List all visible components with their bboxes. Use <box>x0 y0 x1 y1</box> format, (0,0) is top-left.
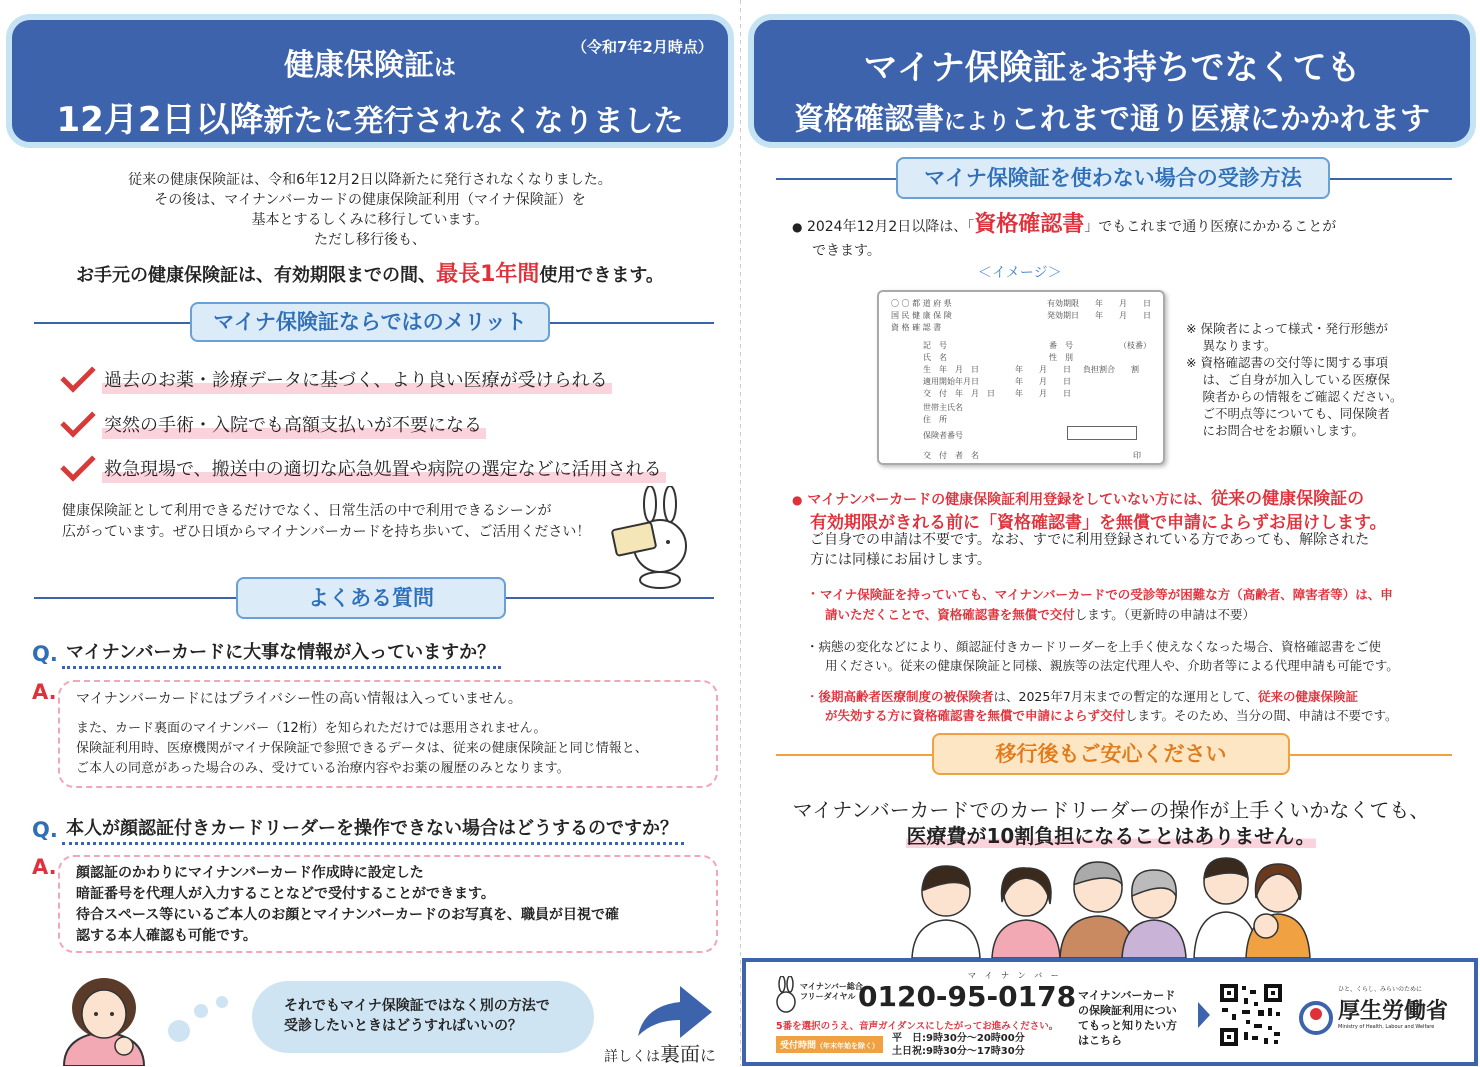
arrow-icon <box>634 984 714 1040</box>
usage-line: 健康保険証として利用できるだけでなく、日常生活の中で利用できるシーンが <box>62 503 552 519</box>
bullet-2-text: マイナンバーカードの健康保険証利用登録をしていない方には、 <box>807 492 1212 508</box>
method-heading: マイナ保険証を使わない場合の受診方法 <box>896 157 1330 199</box>
answer-2-line: 顔認証のかわりにマイナンバーカード作成時に設定した <box>76 865 424 881</box>
left-banner <box>6 14 734 148</box>
hours-weekday: 平 日:9時30分～20時00分 <box>892 1033 1025 1044</box>
right-banner-line-2 <box>754 94 1470 138</box>
banner-care: これまで通り医療にかかれます <box>1010 102 1430 137</box>
banner-particle: を <box>1066 60 1089 85</box>
thought-dot <box>168 1020 190 1042</box>
bullet-1: ● 2024年12月2日以降は、「資格確認書」でもこれまで通り医療にかかることが <box>792 212 1337 237</box>
card-text: 年 月 日 <box>1015 365 1071 374</box>
answer-2-line: 待合スペース等にいるご本人のお顔とマイナンバーカードのお写真を、職員が目視で確 <box>76 907 620 923</box>
banner-message: 新たに発行されなくなりました <box>263 104 684 139</box>
check-icon <box>60 446 95 481</box>
ministry-name: 厚生労働省 <box>1338 999 1449 1024</box>
right-banner-line-1 <box>754 40 1470 89</box>
card-text: 年 月 日 <box>1015 389 1071 398</box>
note-line: にお問合せをお願いします。 <box>1186 423 1364 438</box>
page-divider <box>740 0 741 1066</box>
card-text: 国 民 健 康 保 険 <box>891 311 952 320</box>
phone-ruby: マ イ ナ ン バ ー <box>968 971 1062 980</box>
answer-1-line: ご本人の同意があった場合のみ、受けている治療内容やお薬の履歴のみとなります。 <box>76 761 570 776</box>
bullet-2-detail-line: 方には同様にお届けします。 <box>810 552 991 568</box>
card-text: 氏 名 <box>923 353 947 362</box>
merit-item: 突然の手術・入院でも高額支払いが不要になる <box>102 411 486 439</box>
usage-text <box>62 501 590 543</box>
bullet-1-text-end: 」でもこれまで通り医療にかかることが <box>1084 219 1337 235</box>
check-icon <box>60 357 95 392</box>
see-reverse-note <box>604 1038 716 1067</box>
sub-bullet-2-line: 用ください。従来の健康保険証と同様、親族等の法定代理人や、介助者等による代理申請も可能です。 <box>825 658 1399 673</box>
sub-bullet-1-red2: 請いただくことで、資格確認書を無償で交付 <box>825 607 1075 622</box>
bubble-line: それでもマイナ保険証ではなく別の方法で <box>284 998 550 1014</box>
intro-line: ただし移行後も、 <box>314 232 426 248</box>
answer-mark: A. <box>32 855 57 879</box>
card-number-box <box>1067 426 1137 440</box>
bullet-2-line2: 有効期限がきれる前に「資格確認書」を無償で申請によらずお届けします。 <box>810 513 1387 533</box>
ministry-tagline: ひと、くらし、みらいのために <box>1338 986 1423 993</box>
sub-bullet-3: ・後期高齢者医療制度の被保険者は、2025年7月末までの暫定的な運用として、従来の健康保険証 が失効する方に資格確認書を無償で申請によらず交付します。そのため、当分の間、申請は不要です。 <box>806 689 1398 723</box>
more-info-line: マイナンバーカード <box>1078 989 1176 1002</box>
note-line: ※ 資格確認書の交付等に関する事項 <box>1186 355 1388 370</box>
hours <box>892 1032 1025 1058</box>
banner-without: お持ちでなくても <box>1088 48 1361 88</box>
banner-date: 12月2日以降 <box>56 100 264 140</box>
see-reverse-end: に <box>700 1046 717 1065</box>
dial-name: マイナンバー総合 フリーダイヤル <box>800 982 863 1001</box>
as-of-note: （令和7年2月時点） <box>572 38 713 56</box>
question-mark: Q. <box>32 818 58 842</box>
intro-line: 基本とするしくみに移行しています。 <box>251 212 489 228</box>
usage-line: 広がっています。ぜひ日頃からマイナンバーカードを持ち歩いて、ご活用ください！ <box>62 524 591 540</box>
answer-2-line: 認する本人確認も可能です。 <box>76 928 257 944</box>
mascot-icon <box>774 976 798 1016</box>
card-text: 年 月 日 <box>1015 377 1071 386</box>
bullet-1-cont: できます。 <box>812 243 881 259</box>
more-info-line: てもっと知りたい方 <box>1078 1019 1177 1032</box>
ministry-name-en: Ministry of Health, Labour and Welfare <box>1338 1024 1435 1030</box>
relief-line-1: マイナンバーカードでのカードリーダーの操作が上手くいかなくても、 <box>792 798 1430 822</box>
validity-text: お手元の健康保険証は、有効期限までの間、 <box>76 265 437 286</box>
contact-footer <box>742 958 1478 1066</box>
thought-dot <box>194 1004 208 1018</box>
banner-particle: により <box>943 110 1010 135</box>
hours-weekend: 土日祝:9時30分～17時30分 <box>892 1046 1025 1057</box>
ministry-logo-icon <box>1298 996 1334 1036</box>
card-notes <box>1186 320 1402 439</box>
card-text: 発効期日 年 月 日 <box>1047 311 1151 320</box>
right-banner <box>748 14 1476 148</box>
thought-dot <box>216 996 228 1008</box>
bullet-2: ● マイナンバーカードの健康保険証利用登録をしていない方には、従来の健康保険証の <box>792 489 1365 509</box>
banner-health-card: 健康保険証 <box>283 48 434 83</box>
intro-line: その後は、マイナンバーカードの健康保険証利用（マイナ保険証）を <box>154 192 586 208</box>
validity-emphasis <box>0 257 740 288</box>
more-info-text <box>1078 988 1177 1048</box>
sub-bullet-1-rest: します。（更新時の申請は不要） <box>1074 607 1256 622</box>
note-line: ※ 保険者によって様式・発行形態が <box>1186 321 1388 336</box>
card-text: 印 <box>1133 451 1141 460</box>
bullet-2-detail <box>810 530 1369 570</box>
worried-person-illustration <box>44 972 164 1066</box>
sub-bullet-1: ・マイナ保険証を持っていても、マイナンバーカードでの受診等が困難な方（高齢者、障害者等）は、申 請いただくことで、資格確認書を無償で交付します。（更新時の申請は不要） <box>806 587 1393 622</box>
certificate-sample-card <box>877 290 1165 465</box>
note-line: 険者からの情報をご確認ください。 <box>1186 389 1403 404</box>
card-text: （枝番） <box>1119 341 1151 350</box>
validity-max-period: 最長1年間 <box>436 262 540 287</box>
relief-line-2 <box>742 820 1480 849</box>
see-reverse-back: 裏面 <box>660 1042 700 1066</box>
hours-note: （年末年始を除く） <box>816 1042 880 1050</box>
sub-bullet-3-red3: が失効する方に資格確認書を無償で申請によらず交付 <box>825 708 1126 723</box>
card-text: 性 別 <box>1049 353 1073 362</box>
merit-heading: マイナ保険証ならではのメリット <box>190 302 550 342</box>
merit-item: 過去のお薬・診療データに基づく、より良い医療が受けられる <box>102 366 612 394</box>
card-text: 適用開始年月日 <box>923 377 979 386</box>
family-illustration <box>910 852 1320 958</box>
answer-1-line: 保険証利用時、医療機関がマイナ保険証で参照できるデータは、従来の健康保険証と同じ情報と、 <box>76 741 648 756</box>
intro-line: 従来の健康保険証は、令和6年12月2日以降新たに発行されなくなりました。 <box>128 172 612 188</box>
question-mark: Q. <box>32 642 58 666</box>
phone-guide: 5番を選択のうえ、音声ガイダンスにしたがってお進みください。 <box>776 1021 1059 1032</box>
answer-1-line: また、カード裏面のマイナンバー（12桁）を知られただけでは悪用されません。 <box>76 721 547 736</box>
bubble-line: 受診したいときはどうすればいいの？ <box>284 1018 522 1034</box>
sub-bullet-2-line: 病態の変化などにより、顔認証付きカードリーダーを上手く使えなくなった場合、資格確認書をご使 <box>818 639 1382 654</box>
phone-number[interactable]: 0120-95-0178 <box>858 980 1077 1013</box>
mascot-illustration <box>608 486 708 590</box>
qr-code-icon[interactable] <box>1218 982 1284 1048</box>
banner-line-2 <box>12 92 728 141</box>
card-text: 〇 〇 都 道 府 県 <box>891 299 952 308</box>
intro-text <box>0 170 740 250</box>
card-text: 負担割合 割 <box>1083 365 1139 374</box>
card-text: 交 付 年 月 日 <box>923 389 995 398</box>
bullet-2-detail-line: ご自身での申請は不要です。なお、すでに利用登録されている方であっても、解除された <box>810 532 1370 548</box>
note-line: は、ご自身が加入している医療保 <box>1186 372 1390 387</box>
faq-answer-2 <box>58 855 718 953</box>
relief-line-2-text: 医療費が10割負担になることはありません。 <box>906 824 1316 848</box>
validity-text-end: 使用できます。 <box>539 265 664 286</box>
relief-heading: 移行後もご安心ください <box>932 733 1290 775</box>
check-icon <box>60 402 95 437</box>
card-text: 番 号 <box>1049 341 1073 350</box>
more-info-line: はこちら <box>1078 1034 1122 1047</box>
more-info-line: の保険証利用につい <box>1078 1004 1177 1017</box>
banner-cert: 資格確認書 <box>793 102 944 137</box>
sub-bullet-1-red: マイナ保険証を持っていても、マイナンバーカードでの受診等が困難な方（高齢者、障害者等）は、申 <box>820 587 1393 602</box>
faq-answer-1 <box>58 680 718 788</box>
bullet-2-emph: 従来の健康保険証の <box>1211 489 1365 509</box>
faq-question-1: マイナンバーカードに大事な情報が入っていますか？ <box>62 638 501 669</box>
bullet-1-text: 2024年12月2日以降は、「 <box>806 219 975 235</box>
card-text: 世帯主氏名 <box>923 403 963 412</box>
image-label: ＜イメージ＞ <box>978 265 1062 281</box>
question-bubble <box>252 981 594 1053</box>
card-text: 資 格 確 認 書 <box>891 323 942 332</box>
card-text: 保険者番号 <box>923 431 963 440</box>
answer-mark: A. <box>32 680 57 704</box>
merit-item: 救急現場で、搬送中の適切な応急処置や病院の選定などに活用される <box>102 455 666 483</box>
banner-myna-card: マイナ保険証 <box>863 48 1067 88</box>
card-text: 交 付 者 名 <box>923 451 979 460</box>
hours-label: 受付時間 <box>780 1041 817 1051</box>
hours-badge <box>776 1036 883 1053</box>
answer-2-line: 暗証番号を代理人が入力することなどで受付することができます。 <box>76 886 495 902</box>
card-text: 有効期限 年 月 日 <box>1047 299 1151 308</box>
bullet-1-cert: 資格確認書 <box>974 212 1085 237</box>
faq-question-2: 本人が顔認証付きカードリーダーを操作できない場合はどうするのですか？ <box>62 814 684 845</box>
note-line: 異なります。 <box>1186 338 1277 353</box>
see-reverse-text: 詳しくは <box>604 1049 660 1065</box>
answer-1-main: マイナンバーカードにはプライバシー性の高い情報は入っていません。 <box>76 691 522 707</box>
sub-bullet-3-red2: 従来の健康保険証 <box>1258 689 1359 704</box>
sub-bullet-3-end: します。そのため、当分の間、申請は不要です。 <box>1125 708 1398 723</box>
sub-bullet-3-text: は、2025年7月末までの暫定的な運用として、 <box>993 689 1259 704</box>
note-line: ご不明点等についても、同保険者 <box>1186 406 1390 421</box>
sub-bullet-2: ・病態の変化などにより、顔認証付きカードリーダーを上手く使えなくなった場合、資格確認書をご使 用ください。従来の健康保険証と同様、親族等の法定代理人や、介助者等による代理申請も可能です。 <box>806 639 1399 673</box>
faq-heading: よくある質問 <box>236 577 506 619</box>
sub-bullet-3-red: 後期高齢者医療制度の被保険者 <box>818 689 994 704</box>
card-text: 生 年 月 日 <box>923 365 979 374</box>
banner-particle: は <box>433 56 456 81</box>
triangle-arrow-icon <box>1196 1000 1212 1030</box>
card-text: 住 所 <box>923 415 947 424</box>
card-text: 記 号 <box>923 341 947 350</box>
